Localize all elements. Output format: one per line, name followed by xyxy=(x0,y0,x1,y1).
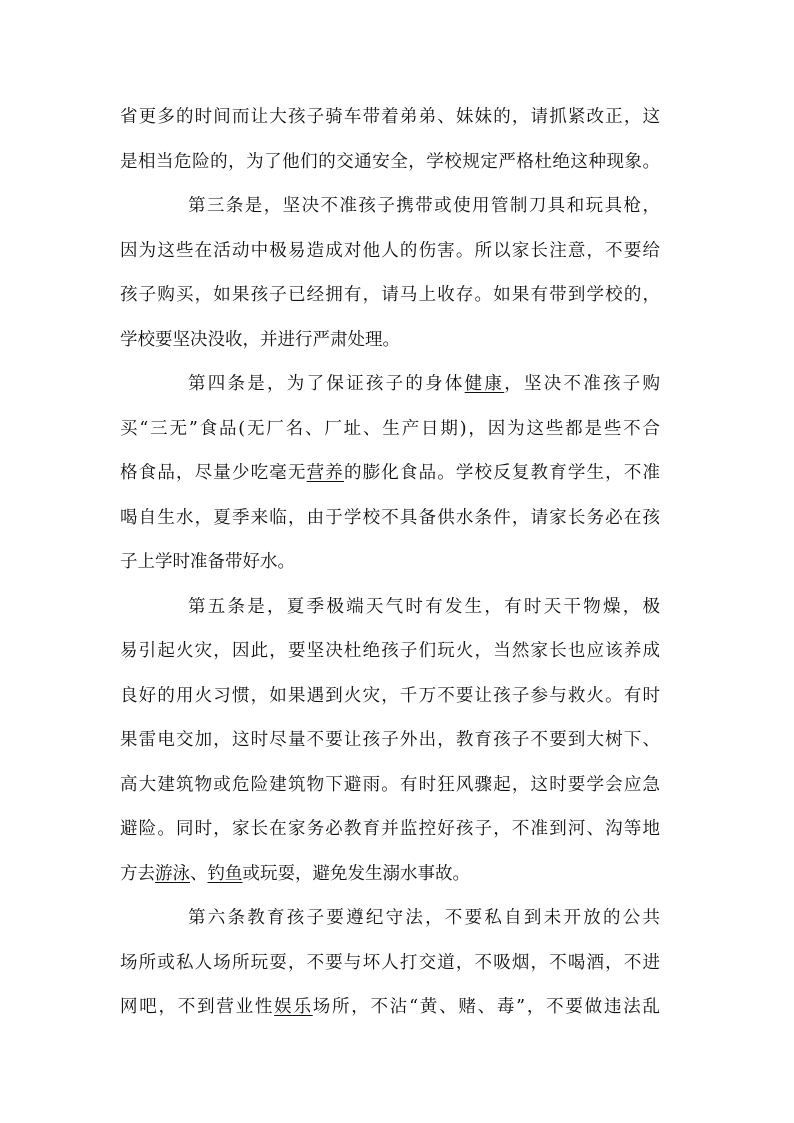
text-segment: 良好的用火习惯，如果遇到火灾，千万不要让孩子参与救火。有时 xyxy=(120,685,660,706)
text-line xyxy=(188,595,660,619)
text-segment: 或玩耍，避免发生溺水事故。 xyxy=(242,863,470,884)
text-line xyxy=(120,862,660,886)
text-segment: 是相当危险的，为了他们的交通安全，学校规定严格杜绝这种现象。 xyxy=(120,151,660,172)
text-segment: 第三条是，坚决不准孩子携带或使用管制刀具和玩具枪， xyxy=(188,196,660,216)
text-line xyxy=(120,105,660,129)
text-segment: 因为这些在活动中极易造成对他人的伤害。所以家长注意，不要给 xyxy=(120,240,660,261)
text-segment: 高大建筑物或危险建筑物下避雨。有时狂风骤起，这时要学会应急 xyxy=(120,774,660,795)
text-segment: 的膨化食品。学校反复教育学生，不准 xyxy=(343,463,660,483)
text-segment: 学校要坚决没收，并进行严肃处理。 xyxy=(120,329,400,350)
text-line xyxy=(120,773,660,797)
text-segment: 、 xyxy=(190,863,208,884)
underlined-term: 游泳 xyxy=(155,863,190,884)
text-segment: 网吧，不到营业性 xyxy=(120,997,275,1017)
text-line xyxy=(120,684,660,708)
underlined-term: 娱乐 xyxy=(274,997,313,1017)
text-segment: 第五条是，夏季极端天气时有发生，有时天干物燥，极 xyxy=(188,596,660,617)
text-line xyxy=(120,817,660,841)
text-segment: ，坚决不准孩子购 xyxy=(504,374,660,394)
text-segment: 场所或私人场所玩耍，不要与坏人打交道，不吸烟，不喝酒，不进 xyxy=(120,952,660,973)
text-line xyxy=(120,283,660,307)
text-segment: 易引起火灾，因此，要坚决杜绝孩子们玩火，当然家长也应该养成 xyxy=(120,641,660,661)
text-segment: 第六条教育孩子要遵纪守法，不要私自到未开放的公共 xyxy=(188,908,660,928)
text-line xyxy=(120,328,660,352)
text-line xyxy=(120,417,660,441)
text-segment: 孩子购买，如果孩子已经拥有，请马上收存。如果有带到学校的， xyxy=(120,285,660,305)
text-segment: 避险。同时，家长在家务必教育并监控好孩子，不准到河、沟等地 xyxy=(120,819,660,839)
text-line xyxy=(188,372,660,396)
underlined-term: 营养 xyxy=(306,463,344,483)
underlined-term: 健康 xyxy=(464,374,505,394)
text-segment: 省更多的时间而让大孩子骑车带着弟弟、妹妹的，请抓紧改正，这 xyxy=(120,107,660,127)
text-line xyxy=(120,461,660,485)
underlined-term: 钓鱼 xyxy=(207,863,243,884)
text-segment: 格食品，尽量少吃毫无 xyxy=(120,463,307,483)
text-line xyxy=(120,150,660,174)
text-segment: 场所，不沾“黄、赌、毒”，不要做违法乱 xyxy=(312,997,660,1017)
text-line xyxy=(120,239,660,263)
text-line xyxy=(120,506,660,530)
text-line xyxy=(188,906,660,930)
text-line xyxy=(120,951,660,975)
text-line xyxy=(120,728,660,752)
text-segment: 果雷电交加，这时尽量不要让孩子外出，教育孩子不要到大树下、 xyxy=(120,730,660,750)
text-segment: 第四条是，为了保证孩子的身体 xyxy=(188,374,465,394)
text-segment: 喝自生水，夏季来临，由于学校不具备供水条件，请家长务必在孩 xyxy=(120,507,660,528)
text-segment: 方去 xyxy=(120,863,155,884)
text-line xyxy=(120,995,660,1019)
text-line xyxy=(120,550,660,574)
text-line xyxy=(188,194,660,218)
text-line xyxy=(120,639,660,663)
text-segment: 买“三无”食品(无厂名、厂址、生产日期)，因为这些都是些不合 xyxy=(120,418,660,439)
text-segment: 子上学时准备带好水。 xyxy=(120,552,295,572)
